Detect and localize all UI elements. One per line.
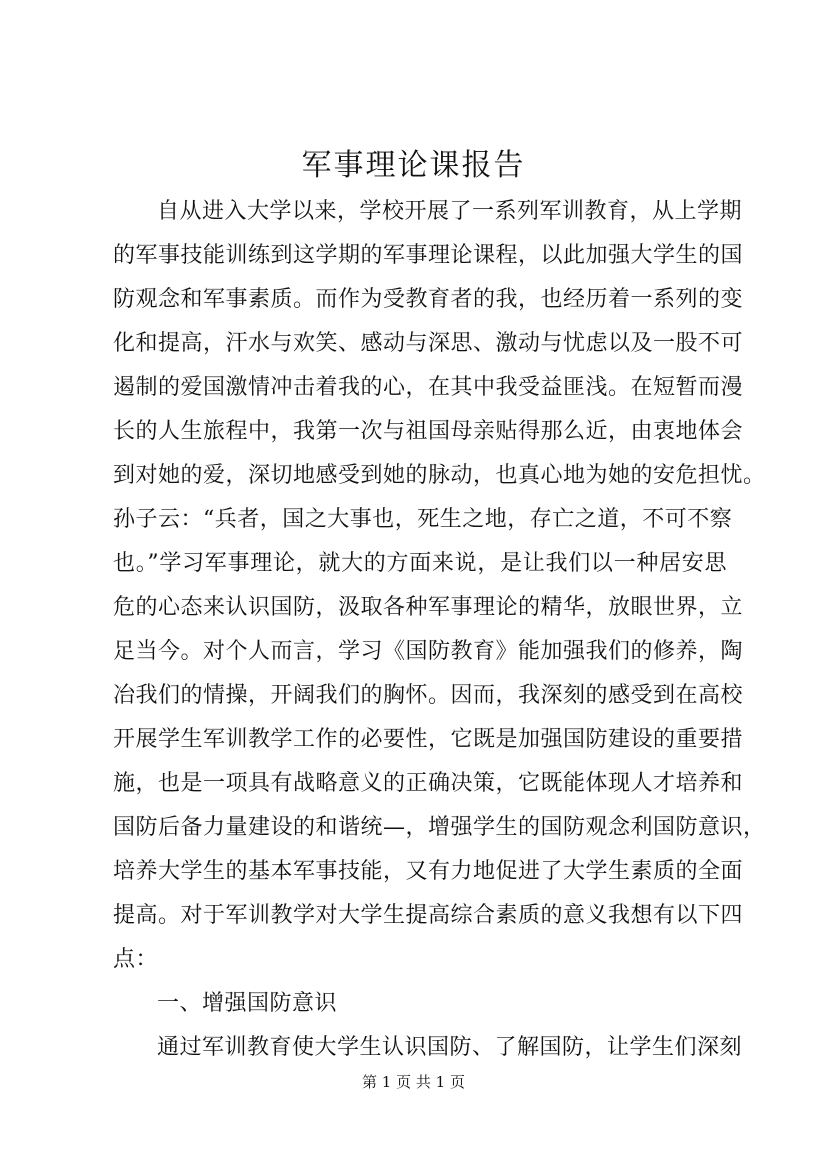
text-line: 足当今。对个人而言，学习《国防教育》能加强我们的修养，陶 <box>113 639 744 664</box>
text-line: 冶我们的情操，开阔我们的胸怀。因而，我深刻的感受到在高校 <box>113 683 744 708</box>
text-line: 到对她的爱，深切地感受到她的脉动，也真心地为她的安危担忧。 <box>113 463 766 488</box>
page-title: 军事理论课报告 <box>301 148 526 183</box>
text-line: 防观念和军事素质。而作为受教育者的我，也经历着一系列的变 <box>113 287 744 312</box>
text-line: 的军事技能训练到这学期的军事理论课程，以此加强大学生的国 <box>113 243 744 268</box>
text-line: 施，也是一项具有战略意义的正确决策，它既能体现人才培养和 <box>113 771 744 796</box>
text-line: 培养大学生的基本军事技能，又有力地促进了大学生素质的全面 <box>113 859 744 884</box>
text-line: 通过军训教育使大学生认识国防、了解国防，让学生们深刻 <box>157 1035 743 1060</box>
text-line: 危的心态来认识国防，汲取各种军事理论的精华，放眼世界，立 <box>113 595 744 620</box>
text-line: 化和提高，汗水与欢笑、感动与深思、激动与忧虑以及一股不可 <box>113 331 744 356</box>
text-line: 自从进入大学以来，学校开展了一系列军训教育，从上学期 <box>157 199 743 224</box>
page-footer: 第 1 页 共 1 页 <box>362 1073 465 1091</box>
text-line: 遏制的爱国激情冲击着我的心，在其中我受益匪浅。在短暂而漫 <box>113 375 744 400</box>
text-line: 长的人生旅程中，我第一次与祖国母亲贴得那么近，由衷地体会 <box>113 419 744 444</box>
text-line: 孙子云：“兵者，国之大事也，死生之地，存亡之道，不可不察 <box>113 507 733 532</box>
text-line: 提高。对于军训教学对大学生提高综合素质的意义我想有以下四 <box>113 903 744 928</box>
text-line: 也。”学习军事理论，就大的方面来说，是让我们以一种居安思 <box>113 551 727 576</box>
text-line: 国防后备力量建设的和谐统—，增强学生的国防观念利国防意识， <box>113 815 766 840</box>
text-line: 开展学生军训教学工作的必要性，它既是加强国防建设的重要措 <box>113 727 744 752</box>
section-heading: 一、增强国防意识 <box>157 991 338 1016</box>
document-body <box>113 190 766 1070</box>
text-line: 点： <box>113 947 159 972</box>
